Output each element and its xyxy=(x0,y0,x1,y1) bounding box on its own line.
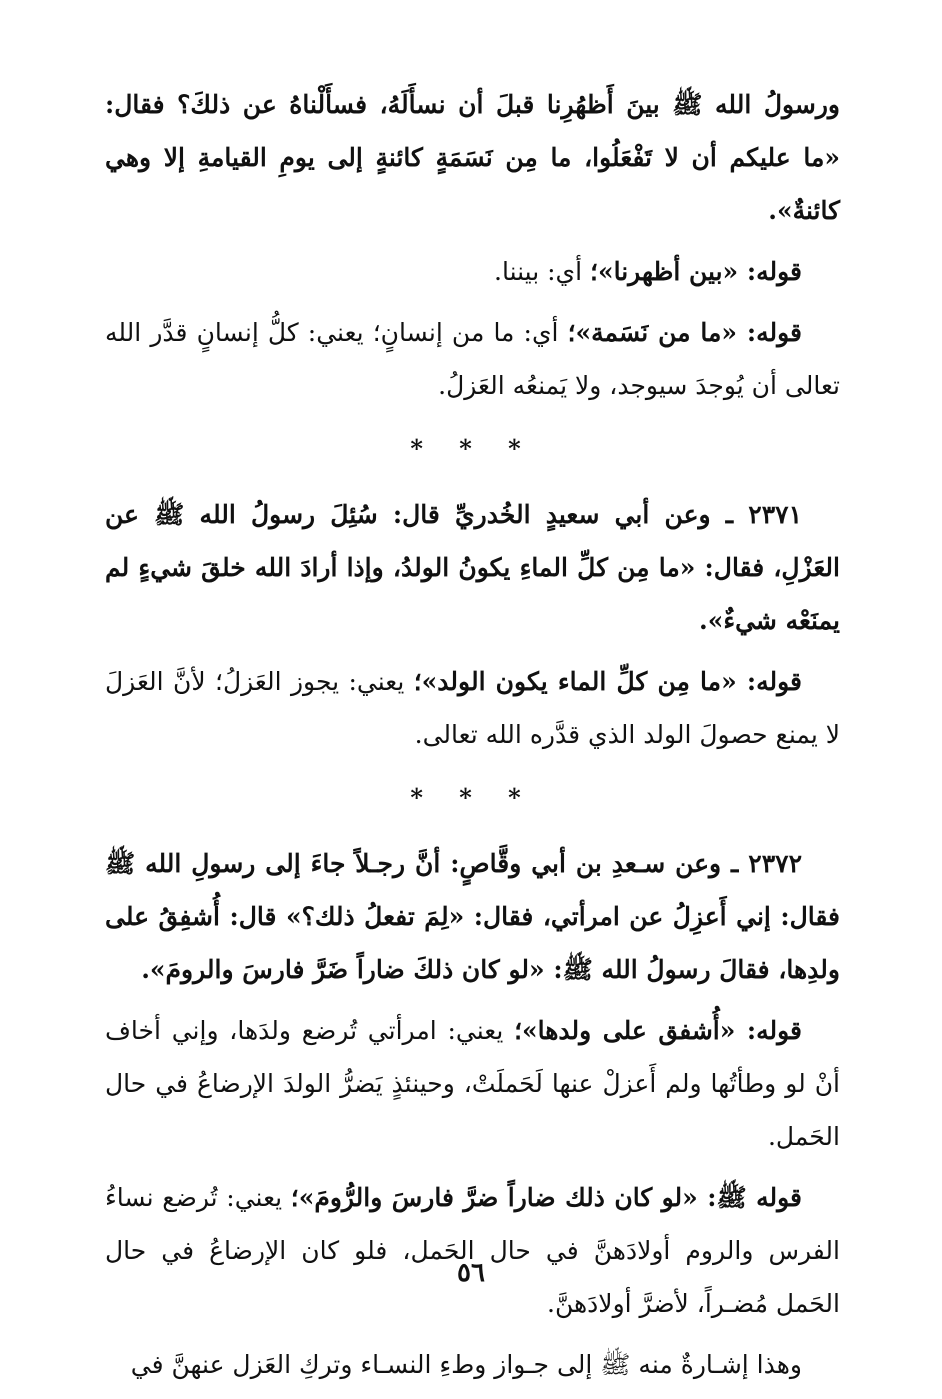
commentary-text: أي: بيننا. xyxy=(494,257,590,286)
commentary-paragraph xyxy=(105,245,840,298)
commentary-lead: قوله: «ما من نَسَمة»؛ xyxy=(567,318,802,347)
commentary-text: أي: ما من إنسانٍ؛ يعني: كلُّ إنسانٍ قدَّر الله تعالى أن يُوجدَ سيوجد، ولا يَمنعُه العَزلُ. xyxy=(105,318,840,400)
commentary-paragraph xyxy=(105,306,840,412)
commentary-lead: قوله: «أُشفق على ولدها»؛ xyxy=(514,1016,802,1045)
hadith-text: ورسولُ الله ﷺ بينَ أَظهُرِنا قبلَ أن نسأَلَهُ، فسأَلْناهُ عن ذلكَ؟ فقال: «ما عليكم أن لا تَفْعَلُوا، ما مِن نَسَمَةٍ كائنةٍ إلى يومِ القيامةِ إلا وهي كائنةٌ». xyxy=(105,90,840,225)
commentary-text: يعني: تُرضع نساءُ الفرس والروم أولادَهنَّ في حال الحَمل، فلو كان الإرضاعُ في حال الحَمل مُضـراً، لأضرَّ أولادَهنَّ. xyxy=(105,1183,840,1318)
hadith-text: ٢٣٧٢ ـ وعن سـعدِ بن أبي وقَّاصٍ: أنَّ رجـلاً جاءَ إلى رسولِ الله ﷺ فقال: إني أَعزِلُ عن امرأتي، فقال: «لِمَ تفعلُ ذلك؟» قال: أُشفِقُ على ولدِها، فقالَ رسولُ الله ﷺ: «لو كان ذلكَ ضاراً ضَرَّ فارسَ والرومَ». xyxy=(105,849,840,984)
commentary-text: يعني: يجوز العَزلُ؛ لأنَّ العَزلَ لا يمنع حصولَ الولد الذي قدَّره الله تعالى. xyxy=(105,667,840,749)
commentary-paragraph xyxy=(105,655,840,761)
commentary-text: يعني: امرأتي تُرضع ولدَها، وإني أخاف أنْ لو وطأتُها ولم أَعزلْ عنها لَحَملَتْ، وحينئذٍ يَضرُّ الولدَ الإرضاعُ في حال الحَمل. xyxy=(105,1016,840,1151)
page-number: ٥٦ xyxy=(457,1258,485,1288)
paragraph-text: وهذا إشـارةٌ منه ﷺ إلى جـواز وطءِ النسـاء وتركِ العَزل عنهنَّ في xyxy=(130,1350,802,1379)
commentary-lead: قوله: «بين أظهرنا»؛ xyxy=(590,257,802,286)
section-separator: * * * xyxy=(410,783,535,812)
hadith-paragraph xyxy=(105,837,840,996)
commentary-paragraph xyxy=(105,1004,840,1163)
commentary-lead: قوله ﷺ: «لو كان ذلك ضاراً ضرَّ فارسَ والرُّومَ»؛ xyxy=(290,1183,802,1212)
page-body xyxy=(105,78,840,1399)
commentary-paragraph xyxy=(105,1171,840,1330)
plain-paragraph xyxy=(105,1338,840,1391)
hadith-text: ٢٣٧١ ـ وعن أبي سعيدٍ الخُدريِّ قال: سُئِلَ رسولُ الله ﷺ عن العَزْلِ، فقال: «ما مِن كلِّ الماءِ يكونُ الولدُ، وإذا أرادَ الله خلقَ شيءٍ لم يمنَعْه شيءٌ». xyxy=(105,500,840,635)
hadith-continuation xyxy=(105,78,840,237)
section-separator: * * * xyxy=(410,434,535,463)
commentary-lead: قوله: «ما مِن كلِّ الماء يكون الولد»؛ xyxy=(413,667,802,696)
hadith-paragraph xyxy=(105,488,840,647)
